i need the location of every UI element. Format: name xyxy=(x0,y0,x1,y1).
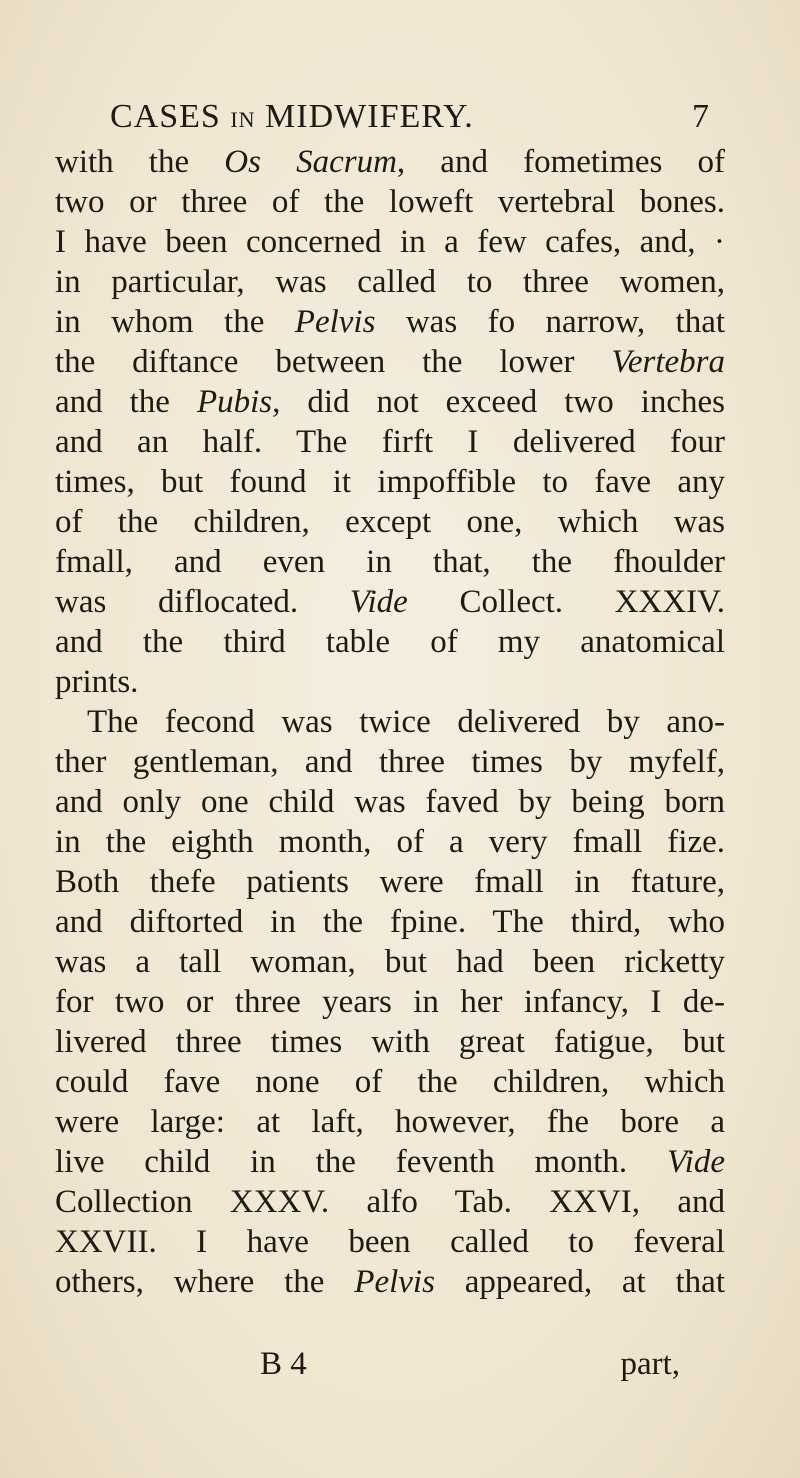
text-line-15 xyxy=(55,702,725,742)
text-run: fmall, and even in that, the fhoulder xyxy=(55,544,725,580)
text-run: times, but found it impoffible to fave any xyxy=(55,464,725,500)
text-line-21 xyxy=(55,942,725,982)
text-line-22 xyxy=(55,982,725,1022)
text-run: the diftance between the lower xyxy=(55,344,612,380)
text-run: could fave none of the children, which xyxy=(55,1064,725,1100)
text-run: in whom the xyxy=(55,304,295,340)
text-run: others, where the xyxy=(55,1264,355,1300)
text-run: and diftorted in the fpine. The third, who xyxy=(55,904,725,940)
text-run: prints. xyxy=(55,664,139,700)
running-header xyxy=(110,98,710,142)
page-number: 7 xyxy=(692,98,710,135)
text-line-5 xyxy=(55,302,725,342)
text-line-8 xyxy=(55,422,725,462)
text-line-25 xyxy=(55,1102,725,1142)
text-run: livered three times with great fatigue, but xyxy=(55,1024,725,1060)
text-run: Collection XXXV. alfo Tab. XXVI, and xyxy=(55,1184,725,1220)
text-line-26 xyxy=(55,1142,725,1182)
text-run: and the xyxy=(55,384,197,420)
text-line-4 xyxy=(55,262,725,302)
text-run: live child in the feventh month. xyxy=(55,1144,667,1180)
page-footer xyxy=(260,1346,680,1386)
text-run: XXVII. I have been called to feveral xyxy=(55,1224,725,1260)
italic-term-pelvis: Pelvis xyxy=(354,1264,435,1300)
text-line-19 xyxy=(55,862,725,902)
text-run: appeared, at that xyxy=(434,1264,725,1300)
text-line-6 xyxy=(55,342,725,382)
italic-term-pubis: Pubis xyxy=(196,384,273,420)
text-line-14 xyxy=(55,662,725,702)
text-run: was a tall woman, but had been ricketty xyxy=(55,944,725,980)
body-text xyxy=(55,142,725,1302)
text-run: ther gentleman, and three times by myfelf, xyxy=(55,744,725,780)
text-run: in particular, was called to three women, xyxy=(55,264,725,300)
text-run: I have been concerned in a few cafes, and, · xyxy=(55,224,725,260)
text-run: for two or three years in her infancy, I de- xyxy=(55,984,725,1020)
catchword: part, xyxy=(620,1346,680,1382)
text-line-16 xyxy=(55,742,725,782)
text-line-23 xyxy=(55,1022,725,1062)
text-run: with the xyxy=(55,144,225,180)
text-line-12 xyxy=(55,582,725,622)
italic-term-vide: Vide xyxy=(666,1144,725,1180)
text-run: and only one child was faved by being born xyxy=(55,784,725,820)
text-line-13 xyxy=(55,622,725,662)
signature-mark: B 4 xyxy=(260,1346,307,1382)
text-run: were large: at laft, however, fhe bore a xyxy=(55,1104,725,1140)
text-line-3 xyxy=(55,222,725,262)
text-line-18 xyxy=(55,822,725,862)
text-line-9 xyxy=(55,462,725,502)
running-title-cases: CASES xyxy=(110,98,231,135)
text-line-28 xyxy=(55,1222,725,1262)
text-line-17 xyxy=(55,782,725,822)
text-line-24 xyxy=(55,1062,725,1102)
text-run: The fecond was twice delivered by ano- xyxy=(87,704,725,740)
text-run: two or three of the loweft vertebral bones. xyxy=(55,184,725,220)
text-line-20 xyxy=(55,902,725,942)
running-title-midwifery: MIDWIFERY. xyxy=(255,98,474,135)
running-title xyxy=(110,98,474,136)
text-line-1 xyxy=(55,142,725,182)
italic-term-vertebra: Vertebra xyxy=(611,344,725,380)
text-run: Collect. XXXIV. xyxy=(407,584,725,620)
italic-term-pelvis: Pelvis xyxy=(294,304,376,340)
text-line-27 xyxy=(55,1182,725,1222)
text-run: and the third table of my anatomical xyxy=(55,624,725,660)
italic-term-vide: Vide xyxy=(349,584,408,620)
text-run: , and fometimes of xyxy=(396,144,726,180)
text-run: was diflocated. xyxy=(55,584,350,620)
text-run: Both thefe patients were fmall in ftature, xyxy=(55,864,725,900)
running-title-in: IN xyxy=(230,107,256,132)
text-line-29 xyxy=(55,1262,725,1302)
text-line-2 xyxy=(55,182,725,222)
text-run: was fo narrow, that xyxy=(375,304,726,340)
text-run: , did not exceed two inches xyxy=(272,384,725,420)
text-run: and an half. The firft I delivered four xyxy=(55,424,725,460)
text-line-11 xyxy=(55,542,725,582)
text-line-7 xyxy=(55,382,725,422)
text-run: in the eighth month, of a very fmall fize. xyxy=(55,824,725,860)
italic-term-os-sacrum: Os Sacrum xyxy=(224,144,397,180)
text-line-10 xyxy=(55,502,725,542)
text-run: of the children, except one, which was xyxy=(55,504,725,540)
